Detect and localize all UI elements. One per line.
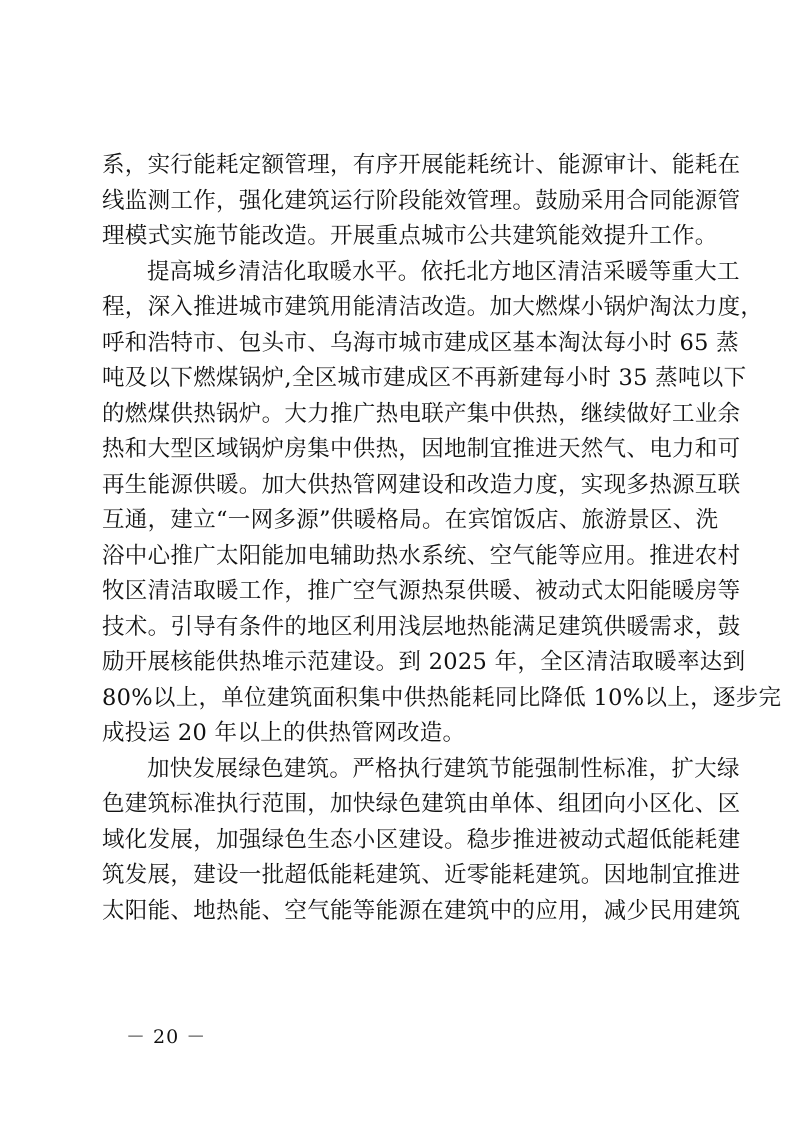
text-line: 互通，建立“一网多源”供暖格局。在宾馆饭店、旅游景区、洗 [102,507,719,533]
text-line: 牧区清洁取暖工作，推广空气源热泵供暖、被动式太阳能暖房等 [102,578,741,604]
text-line: 的燃煤供热锅炉。大力推广热电联产集中供热，继续做好工业余 [102,400,741,427]
paragraph-heading-line: 提高城乡清洁化取暖水平。依托北方地区清洁采暖等重大工 [147,258,740,285]
paragraph-heading-line: 加快发展绿色建筑。严格执行建筑节能强制性标准，扩大绿 [147,755,740,782]
text-line: 太阳能、地热能、空气能等能源在建筑中的应用，减少民用建筑 [102,897,741,924]
text-line: 吨及以下燃煤锅炉,全区城市建成区不再新建每小时 35 蒸吨以下 [102,365,747,391]
text-line: 80%以上，单位建筑面积集中供热能耗同比降低 10%以上，逐步完 [102,684,782,711]
text-line: 理模式实施节能改造。开展重点城市公共建筑能效提升工作。 [102,223,718,249]
text-line: 域化发展，加强绿色生态小区建设。稳步推进被动式超低能耗建 [102,826,741,853]
text-line: 成投运 20 年以上的供热管网改造。 [102,720,466,746]
text-line: 呼和浩特市、包头市、乌海市城市建成区基本淘汰每小时 65 蒸 [102,329,739,356]
text-line: 浴中心推广太阳能加电辅助热水系统、空气能等应用。推进农村 [102,542,741,569]
text-line: 色建筑标准执行范围，加快绿色建筑由单体、组团向小区化、区 [102,791,741,817]
text-line: 励开展核能供热堆示范建设。到 2025 年，全区清洁取暖率达到 [102,649,746,675]
body-text [102,148,782,929]
text-line: 热和大型区域锅炉房集中供热，因地制宜推进天然气、电力和可 [102,436,741,462]
page-number: － 20 － [126,1026,207,1048]
text-line: 再生能源供暖。加大供热管网建设和改造力度，实现多热源互联 [102,471,741,498]
text-line: 线监测工作，强化建筑运行阶段能效管理。鼓励采用合同能源管 [102,187,741,214]
text-line: 技术。引导有条件的地区利用浅层地热能满足建筑供暖需求，鼓 [102,613,741,640]
text-line: 系，实行能耗定额管理，有序开展能耗统计、能源审计、能耗在 [102,152,741,178]
text-line: 筑发展，建设一批超低能耗建筑、近零能耗建筑。因地制宜推进 [102,862,741,888]
text-line: 程，深入推进城市建筑用能清洁改造。加大燃煤小锅炉淘汰力度， [102,294,764,320]
